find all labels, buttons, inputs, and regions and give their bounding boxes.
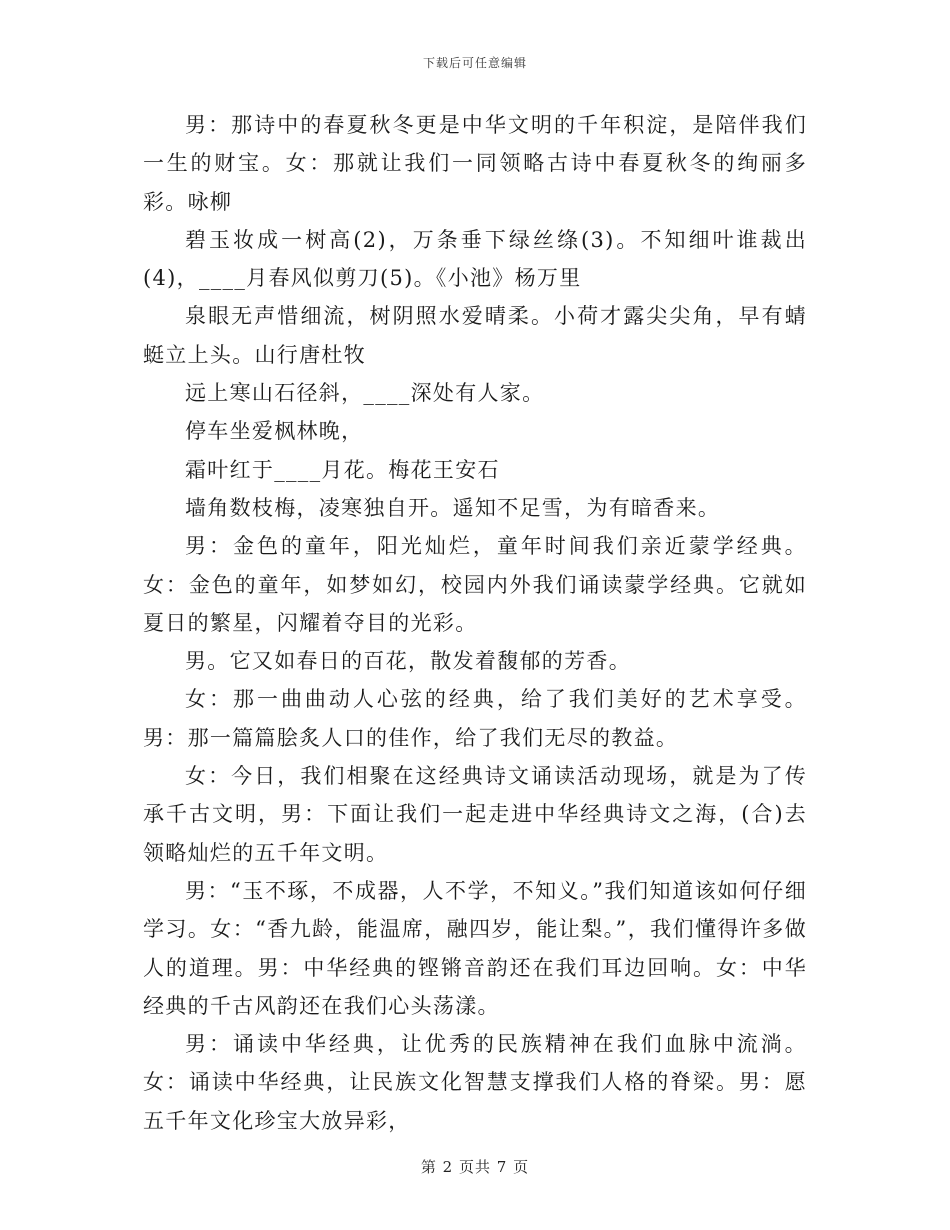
paragraph: 停车坐爱枫林晚， (185, 419, 364, 444)
paragraph: 墙角数枝梅，凌寒独自开。遥知不足雪，为有暗香来。 (185, 495, 721, 520)
paragraph: 男：金色的童年，阳光灿烂，童年时间我们亲近蒙学经典。女：金色的童年，如梦如幻，校园内外我们诵读蒙学经典。它就如夏日的繁星，闪耀着夺目的光彩。 (143, 534, 807, 635)
document-body (143, 106, 807, 1140)
paragraph: 女：那一曲曲动人心弦的经典，给了我们美好的艺术享受。男：那一篇篇脍炙人口的佳作，给了我们无尽的教益。 (143, 687, 807, 750)
page-header: 下载后可任意编辑 (422, 56, 527, 70)
paragraph: 女：今日，我们相聚在这经典诗文诵读活动现场，就是为了传承千古文明，男：下面让我们一起走进中华经典诗文之海，(合)去领略灿烂的五千年文明。 (143, 764, 807, 865)
paragraph: 男：“玉不琢，不成器，人不学，不知义。”我们知道该如何仔细学习。女：“香九龄，能温席，融四岁，能让梨。”，我们懂得许多做人的道理。男：中华经典的铿锵音韵还在我们耳边回响。女：中华经典的千古风韵还在我们心头荡漾。 (143, 878, 807, 1018)
page-number: 第 2 页共 7 页 (420, 1158, 530, 1176)
paragraph: 碧玉妆成一树高(2)，万条垂下绿丝绦(3)。不知细叶谁裁出(4)，____月春风似剪刀(5)。《小池》杨万里 (143, 227, 807, 291)
paragraph: 霜叶红于____月花。梅花王安石 (185, 457, 500, 482)
paragraph: 男：那诗中的春夏秋冬更是中华文明的千年积淀，是陪伴我们一生的财宝。女：那就让我们一同领略古诗中春夏秋冬的绚丽多彩。咏柳 (143, 113, 807, 214)
paragraph: 泉眼无声惜细流，树阴照水爱晴柔。小荷才露尖尖角，早有蜻蜓立上头。山行唐杜牧 (143, 304, 807, 367)
paragraph: 远上寒山石径斜，____深处有人家。 (185, 381, 545, 406)
paragraph: 男。它又如春日的百花，散发着馥郁的芳香。 (185, 649, 631, 674)
paragraph: 男：诵读中华经典，让优秀的民族精神在我们血脉中流淌。女：诵读中华经典，让民族文化智慧支撑我们人格的脊梁。男：愿五千年文化珍宝大放异彩， (143, 1032, 807, 1133)
